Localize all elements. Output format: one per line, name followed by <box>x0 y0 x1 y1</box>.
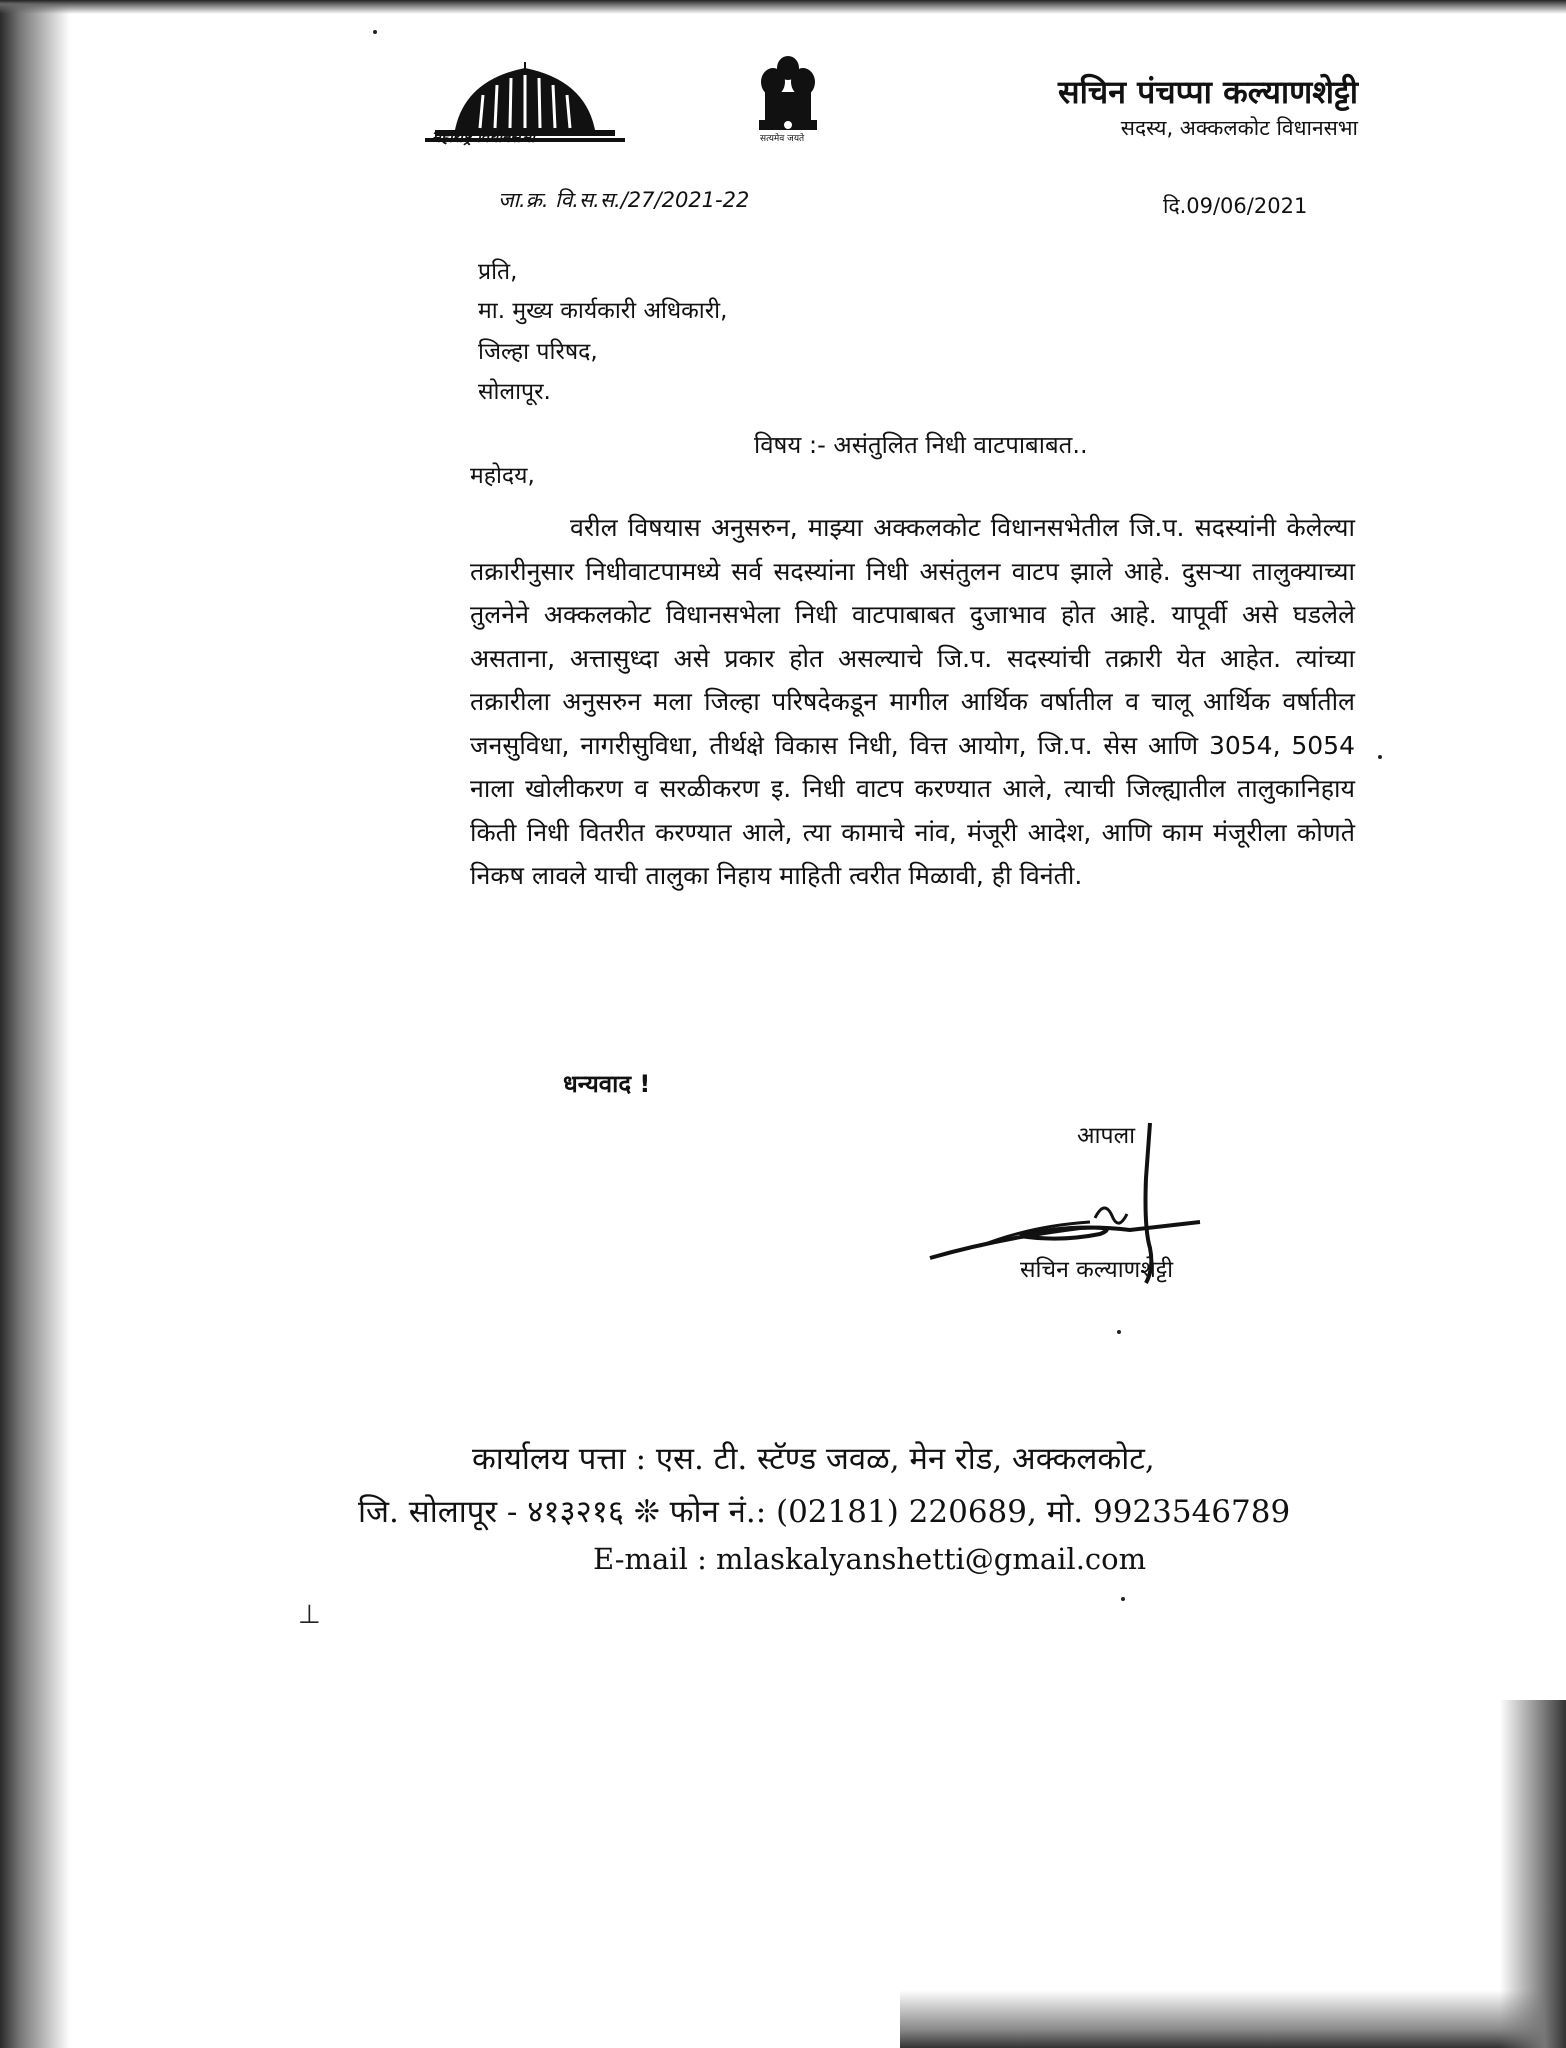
recipient-to: प्रति, <box>478 259 518 285</box>
scan-shadow-left <box>0 0 70 2048</box>
scan-shadow-top <box>0 0 1566 14</box>
scan-shadow-bottom <box>900 1990 1566 2048</box>
scan-shadow-right <box>1500 1700 1566 2048</box>
stray-dot <box>1121 1597 1125 1601</box>
closing-yours: आपला <box>1077 1123 1136 1149</box>
office-address: कार्यालय पत्ता : एस. टी. स्टॅण्ड जवळ, मेन रोड, अक्कलकोट, <box>472 1441 1155 1477</box>
sender-designation: सदस्य, अक्कलकोट विधानसभा <box>1120 116 1358 140</box>
assembly-caption: महाराष्ट्र विधानसभा <box>432 128 536 146</box>
signatory-name: सचिन कल्याणशेट्टी <box>1020 1257 1174 1283</box>
letter-date: दि.09/06/2021 <box>1163 194 1308 218</box>
letter-body: वरील विषयास अनुसरुन, माझ्या अक्कलकोट विधानसभेतील जि.प. सदस्यांनी केलेल्या तक्रारीनुसार निधीवाटपामध्ये सर्व सदस्यांना निधी असंतुलन वाटप झाले आहे. दुसऱ्या तालुक्याच्या तुलनेने अक्कलकोट विधानसभेला निधी वाटपाबाबत दुजाभाव होत आहे. यापूर्वी असे घडलेले असताना, अत्तासुध्दा असे प्रकार होत असल्याचे जि.प. सदस्यांची तक्रारी येत आहेत. त्यांच्या तक्रारीला अनुसरुन मला जिल्हा परिषदेकडून मागील आर्थिक वर्षातील व चालू आर्थिक वर्षातील जनसुविधा, नागरीसुविधा, तीर्थक्षे विकास निधी, वित्त आयोग, जि.प. सेस आणि 3054, 5054 नाला खोलीकरण व सरळीकरण इ. निधी वाटप करण्यात आले, त्याची जिल्ह्यातील तालुकानिहाय किती निधी वितरीत करण्यात आले, त्या कामाचे नांव, मंजूरी आदेश, आणि काम मंजूरीला कोणते निकष लावले याची तालुका निहाय माहिती त्वरीत मिळावी, ही विनंती. <box>470 513 1355 890</box>
recipient-line3: सोलापूर. <box>478 379 551 405</box>
recipient-line2: जिल्हा परिषद, <box>478 339 598 365</box>
office-contact: जि. सोलापूर - ४१३२१६ ❊ फोन नं.: (02181) 220689, मो. 9923546789 <box>358 1494 1291 1530</box>
subject-line: विषय :- असंतुलित निधी वाटपाबाबत.. <box>754 431 1088 459</box>
recipient-line1: मा. मुख्य कार्यकारी अधिकारी, <box>478 298 728 324</box>
reference-number: जा.क्र. वि.स.स./27/2021-22 <box>498 188 750 212</box>
emblem-caption: सत्यमेव जयते <box>760 134 805 144</box>
sender-name-heading: सचिन पंचप्पा कल्याणशेट्टी <box>1058 73 1358 111</box>
stray-dot <box>1117 1330 1121 1334</box>
stray-dot <box>1378 755 1382 759</box>
stray-mark: ⊥ <box>298 1600 321 1630</box>
stray-dot <box>373 30 377 34</box>
office-email: E-mail : mlaskalyanshetti@gmail.com <box>593 1542 1147 1576</box>
thanks-line: धन्यवाद ! <box>563 1070 651 1098</box>
salutation: महोदय, <box>470 463 535 489</box>
